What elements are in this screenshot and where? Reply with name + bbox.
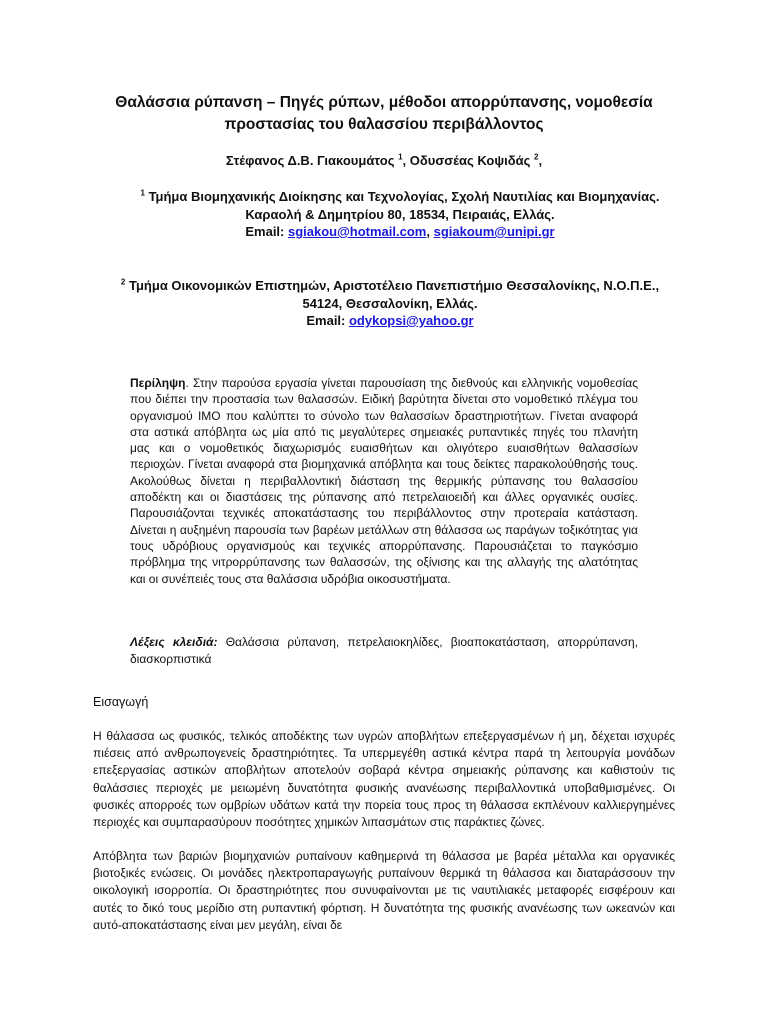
affiliation-1-mark: 1 bbox=[140, 188, 145, 198]
keywords-label: Λέξεις κλειδιά: bbox=[130, 635, 218, 649]
email-link-sgiakou-hotmail[interactable]: sgiakou@hotmail.com bbox=[287, 224, 427, 239]
keywords bbox=[130, 634, 638, 668]
abstract-label: Περίληψη bbox=[130, 376, 186, 390]
email-label: Email: bbox=[245, 224, 288, 239]
abstract bbox=[130, 375, 638, 587]
affiliation-2-department bbox=[110, 277, 670, 312]
affiliation-2-mark: 2 bbox=[120, 277, 126, 287]
affiliation-2-department-text: Τμήμα Οικονομικών Επιστημών, Αριστοτέλειο Πανεπιστήμιο Θεσσαλονίκης, Ν.Ο.Π.Ε., 54124, Θεσσαλονίκη, Ελλάς. bbox=[129, 278, 660, 311]
affiliation-2 bbox=[110, 277, 670, 330]
email-separator: , bbox=[426, 224, 434, 239]
abstract-text: . Στην παρούσα εργασία γίνεται παρουσίαση της διεθνούς και ελληνικής νομοθεσίας που διέπει την προστασία των θαλασσών. Ειδική βαρύτητα δίνεται στο νομοθετικό πλέγμα του οργανισμού ΙΜΟ που καλύπτει το σύνολο των θαλασσίων δραστηριοτήτων. Γίνεται αναφορά στα αστικά απόβλητα ως μία από τις μεγαλύτερες σημειακές ρυπαντικές πηγές του πλανήτη μας και ο νομοθετικός διαχωρισμός ευαισθήτων και ολιγότερο ευαισθήτων θαλασσίων περιοχών. Γίνεται αναφορά στα βιομηχανικά απόβλητα και τους δείκτες παρακολούθησής τους. Ακολούθως δίνεται η περιβαλλοντική διάσταση της θερμικής ρύπανσης του θαλασσίου αποδέκτη και οι διαστάσεις της ρύπανσης από πετρελαιοειδή και άλλες οργανικές ουσίες. Παρουσιάζονται τεχνικές αποκατάστασης του περιβάλλοντος στην προτεραία κατάσταση. Δίνεται η αυξημένη παρουσία των βαρέων μετάλλων στη θάλασσα ως παράγων τοξικότητας για τους υδρόβιους οργανισμούς και τεχνικές απορρύπανσης. Παρουσιάζεται το παγκόσμιο πρόβλημα της νιτρορρύπανσης των θαλασσών, της οξίνισης και της αλλαγής της αλατότητας και οι συνέπειές τους στα θαλάσσια υδρόβια οικοσυστήματα. bbox=[130, 376, 638, 586]
email-label: Email: bbox=[306, 313, 349, 328]
author-separator: , bbox=[402, 153, 410, 168]
author-2: Οδυσσέας Κοψιδάς bbox=[409, 153, 531, 168]
section-heading-introduction: Εισαγωγή bbox=[93, 695, 149, 709]
affiliation-1-address: Καραολή & Δημητρίου 80, 18534, Πειραιάς, Ελλάς. bbox=[245, 206, 555, 222]
affiliation-1-department-text: Τμήμα Βιομηχανικής Διοίκησης και Τεχνολογίας, Σχολή Ναυτιλίας και Βιομηχανίας. bbox=[148, 189, 660, 204]
author-2-affiliation-mark: 2 bbox=[534, 152, 539, 162]
email-link-sgiakoum-unipi[interactable]: sgiakoum@unipi.gr bbox=[433, 224, 555, 239]
author-line bbox=[100, 153, 668, 168]
email-link-odykopsi-yahoo[interactable]: odykopsi@yahoo.gr bbox=[348, 313, 474, 328]
affiliation-1-department bbox=[140, 188, 660, 206]
author-1: Στέφανος Δ.Β. Γιακουμάτος bbox=[225, 153, 395, 168]
keywords-text: Θαλάσσια ρύπανση, πετρελαιοκηλίδες, βιοαποκατάσταση, απορρύπανση, διασκορπιστικά bbox=[130, 635, 638, 666]
affiliation-1 bbox=[140, 188, 660, 241]
author-1-affiliation-mark: 1 bbox=[398, 152, 403, 162]
author-trailing: , bbox=[538, 153, 543, 168]
affiliation-2-email-line bbox=[110, 312, 670, 330]
affiliation-1-email-line bbox=[140, 223, 660, 241]
intro-paragraph-2: Απόβλητα των βαριών βιομηχανιών ρυπαίνουν καθημερινά τη θάλασσα με βαρέα μέταλλα και οργανικές βιοτοξικές ενώσεις. Οι μονάδες ηλεκτροπαραγωγής ρυπαίνουν θερμικά τη θάλασσα και διαταράσσουν την οικολογική ισορροπία. Οι δραστηριότητες που συνυφαίνονται με τις ναυτιλιακές μεταφορές εισφέρουν και αυτές το δικό τους μερίδιο στη ρυπαντική φόρτιση. Η δυνατότητα της φυσικής ανανέωσης των ωκεανών και αυτό-αποκατάστασης είναι μεν μεγάλη, είναι δε bbox=[93, 849, 675, 932]
intro-paragraph-1: Η θάλασσα ως φυσικός, τελικός αποδέκτης των υγρών αποβλήτων επεξεργασμένων ή μη, δέχεται ισχυρές πιέσεις από ανθρωπογενείς δραστηριότητες. Τα υπερμεγέθη αστικά κέντρα παρά τη λειτουργία μονάδων επεξεργασίας αστικών αποβλήτων αποτελούν σοβαρά κέντρα σημειακής ρύπανσης και καθιστούν τις θαλάσσιες περιοχές με μειωμένη δυνατότητα φυσικής ανανέωσης περιβαλλοντικά υποβαθμισμένες. Οι φυσικές απορροές των ομβρίων υδάτων κατά την πορεία τους προς τη θάλασσα εκπλένουν καλλιεργημένες περιοχές και συμπαρασύρουν ποσότητες χημικών λιπασμάτων στις παράκτιες ζώνες. bbox=[93, 729, 675, 830]
paper-title: Θαλάσσια ρύπανση – Πηγές ρύπων, μέθοδοι απορρύπανσης, νομοθεσία προστασίας του θαλασσίου περιβάλλοντος bbox=[115, 94, 653, 133]
